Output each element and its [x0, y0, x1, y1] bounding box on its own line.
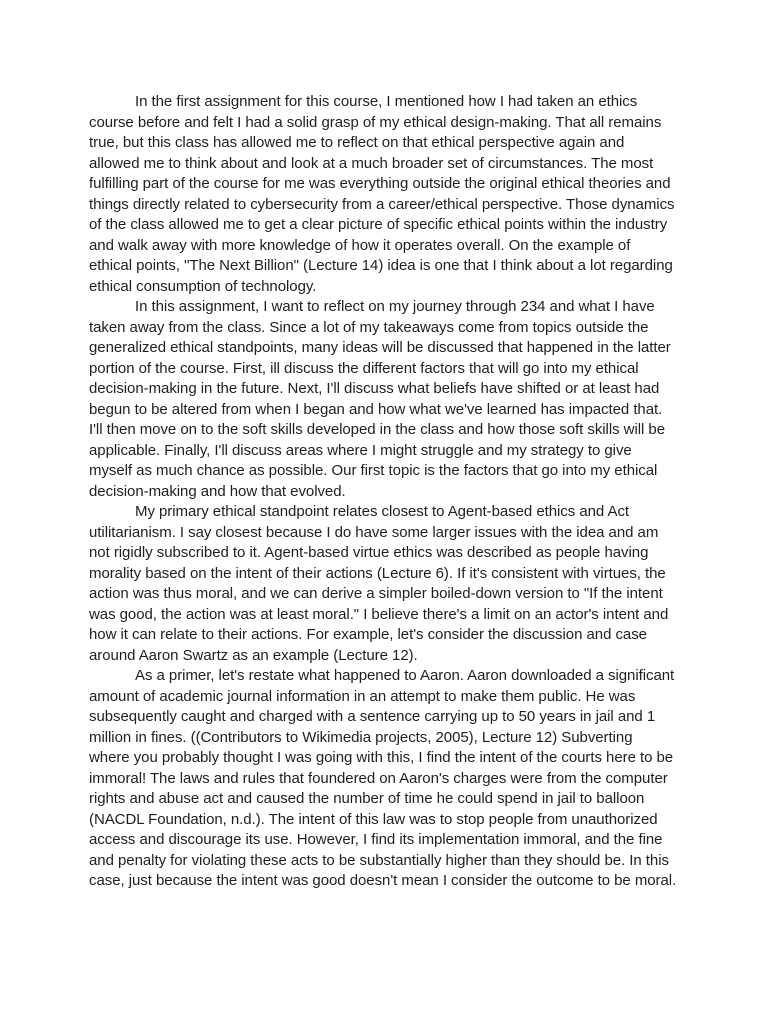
paragraph-4: As a primer, let's restate what happened to Aaron. Aaron downloaded a significant amount of academic journal information in an attempt to make them public. He was subsequently caught and charged with a sentence carrying up to 50 years in jail and 1 million in fines. ((Contributors to Wikimedia projects, 2005), Lecture 12) Subverting where you probably thought I was going with this, I find the intent of the courts here to be immoral! The laws and rules that foundered on Aaron's charges were from the computer rights and abuse act and caused the number of time he could spend in jail to balloon (NACDL Foundation, n.d.). The intent of this law was to stop people from unauthorized access and discourage its use. However, I find its implementation immoral, and the fine and penalty for violating these acts to be substantially higher than they should be. In this case, just because the intent was good doesn't mean I consider the outcome to be moral.: [89, 667, 677, 889]
paragraph-1: In the first assignment for this course, I mentioned how I had taken an ethics course before and felt I had a solid grasp of my ethical design-making. That all remains true, but this class has allowed me to reflect on that ethical perspective again and allowed me to think about and look at a much broader set of circumstances. The most fulfilling part of the course for me was everything outside the original ethical theories and things directly related to cybersecurity from a career/ethical perspective. Those dynamics of the class allowed me to get a clear picture of specific ethical points within the industry and walk away with more knowledge of how it operates overall. On the example of ethical points, "The Next Billion" (Lecture 14) idea is one that I think about a lot regarding ethical consumption of technology.: [89, 93, 675, 295]
paragraph-2: In this assignment, I want to reflect on my journey through 234 and what I have taken away from the class. Since a lot of my takeaways come from topics outside the generalized ethical standpoints, many ideas will be discussed that happened in the latter portion of the course. First, ill discuss the different factors that will go into my ethical decision-making in the future. Next, I'll discuss what beliefs have shifted or at least had begun to be altered from when I began and how what we've learned has impacted that. I'll then move on to the soft skills developed in the class and how those soft skills will be applicable. Finally, I'll discuss areas where I might struggle and my strategy to give myself as much chance as possible. Our first topic is the factors that go into my ethical decision-making and how that evolved.: [89, 298, 671, 500]
paragraph-3: My primary ethical standpoint relates closest to Agent-based ethics and Act utilitarianism. I say closest because I do have some larger issues with the idea and am not rigidly subscribed to it. Agent-based virtue ethics was described as people having morality based on the intent of their actions (Lecture 6). If it's consistent with virtues, the action was thus moral, and we can derive a simpler boiled-down version to "If the intent was good, the action was at least moral." I believe there's a limit on an actor's intent and how it can relate to their actions. For example, let's consider the discussion and case around Aaron Swartz as an example (Lecture 12).: [89, 503, 669, 664]
document-body: [89, 92, 677, 892]
